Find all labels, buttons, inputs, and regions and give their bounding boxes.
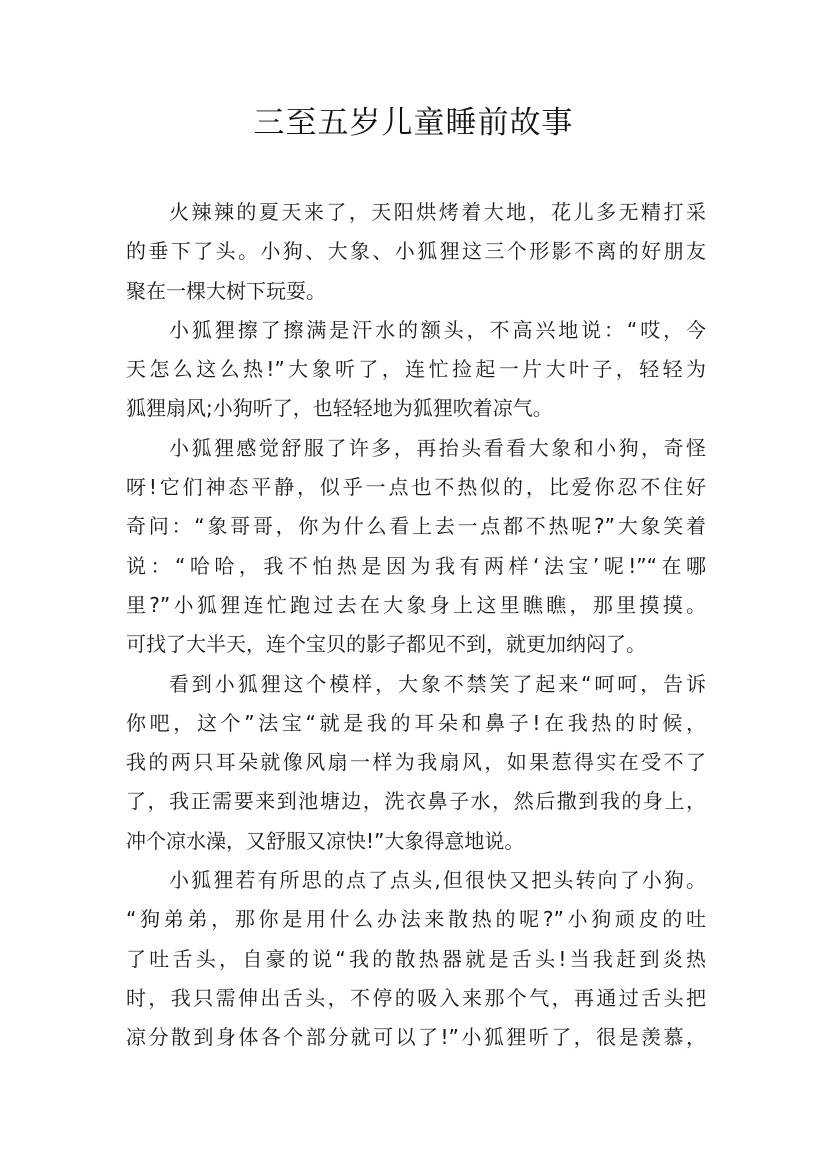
text-line: 凉分散到身体各个部分就可以了!”小狐狸听了，很是羡慕，: [126, 1025, 706, 1050]
text-line: 时，我只需伸出舌头，不停的吸入来那个气，再通过舌头把: [126, 985, 706, 1010]
page-title: 三至五岁儿童睡前故事: [253, 105, 574, 141]
text-line: 看到小狐狸这个模样，大象不禁笑了起来“呵呵，告诉: [169, 671, 706, 696]
text-line: 你吧，这个”法宝“就是我的耳朵和鼻子!在我热的时候，: [126, 710, 706, 735]
text-line: 聚在一棵大树下玩耍。: [126, 278, 326, 303]
text-line: 狐狸扇风;小狗听了，也轻轻地为狐狸吹着凉气。: [126, 396, 553, 421]
text-line: 小狐狸擦了擦满是汗水的额头，不高兴地说：“哎，今: [169, 317, 706, 342]
text-line: 小狐狸感觉舒服了许多，再抬头看看大象和小狗，奇怪: [169, 435, 706, 460]
text-line: 呀!它们神态平静，似乎一点也不热似的，比爱你忍不住好: [126, 475, 706, 500]
text-line: 了吐舌头，自豪的说“我的散热器就是舌头!当我赶到炎热: [126, 946, 706, 971]
text-line: 我的两只耳朵就像风扇一样为我扇风，如果惹得实在受不了: [126, 750, 706, 775]
text-line: 可找了大半天，连个宝贝的影子都见不到，就更加纳闷了。: [126, 632, 646, 657]
text-line: 天怎么这么热!”大象听了，连忙捡起一片大叶子，轻轻为: [126, 357, 706, 382]
story-body: [126, 193, 706, 1058]
text-line: 里?”小狐狸连忙跑过去在大象身上这里瞧瞧，那里摸摸。: [126, 592, 706, 617]
text-line: 小狐狸若有所思的点了点头,但很快又把头转向了小狗。: [169, 868, 706, 893]
text-line: 了，我正需要来到池塘边，洗衣鼻子水，然后撒到我的身上，: [126, 789, 706, 814]
text-line: 奇问：“象哥哥，你为什么看上去一点都不热呢?”大象笑着: [126, 514, 706, 539]
text-line: 说：“哈哈，我不怕热是因为我有两样‘法宝’呢!”“在哪: [126, 553, 706, 578]
text-line: 的垂下了头。小狗、大象、小狐狸这三个形影不离的好朋友: [126, 239, 706, 264]
text-line: 火辣辣的夏天来了，天阳烘烤着大地，花儿多无精打采: [169, 200, 706, 224]
text-line: “狗弟弟，那你是用什么办法来散热的呢?”小狗顽皮的吐: [126, 907, 706, 932]
text-line: 冲个凉水澡，又舒服又凉快!”大象得意地说。: [126, 828, 525, 853]
